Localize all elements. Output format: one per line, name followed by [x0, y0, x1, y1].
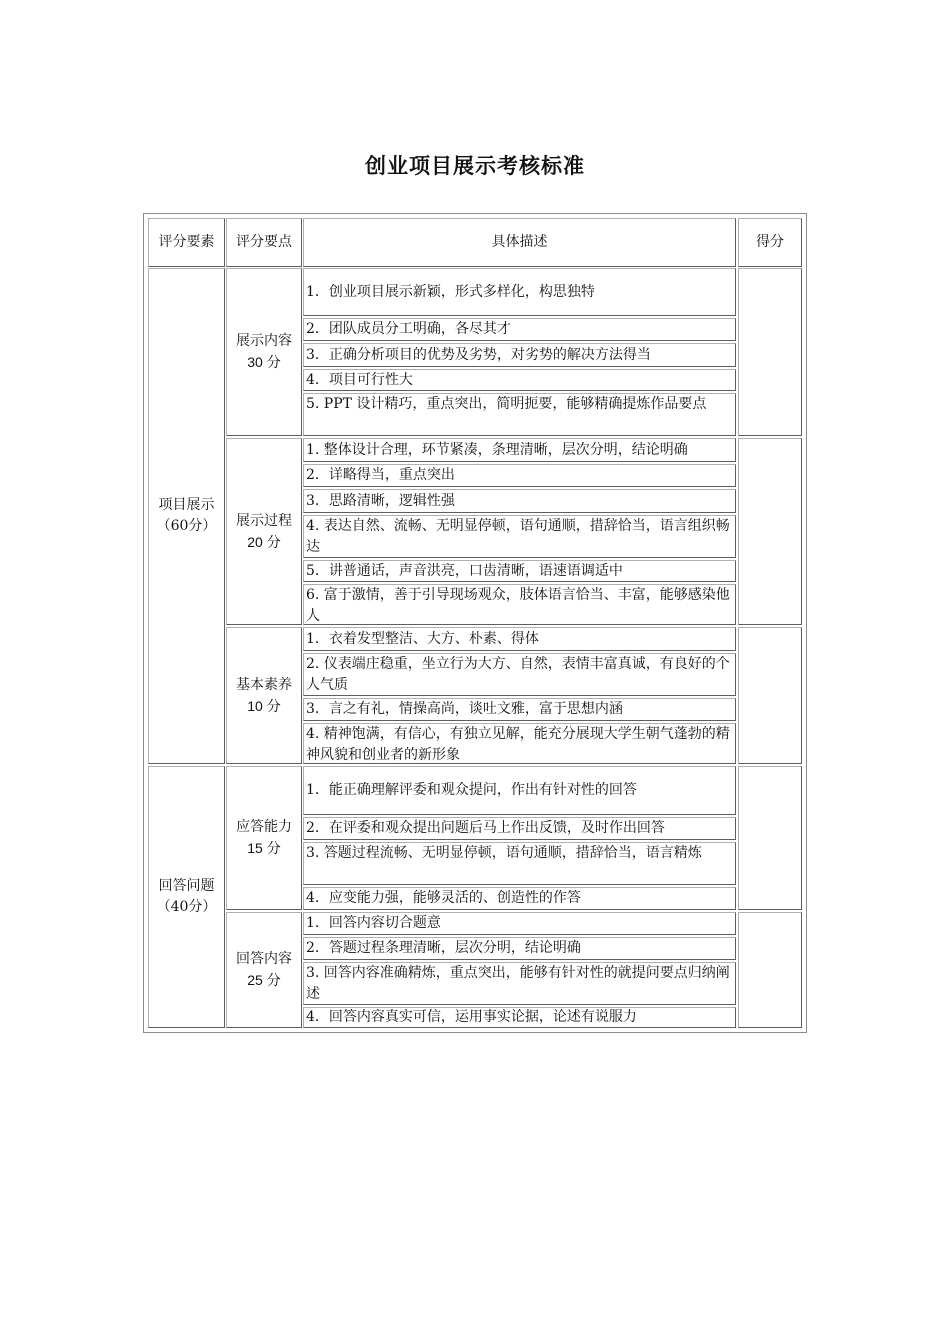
factor-points: （60分） [156, 518, 217, 534]
description-item: 2．团队成员分工明确，各尽其才 [303, 318, 736, 341]
description-item: 1．回答内容切合题意 [303, 912, 736, 935]
description-item: 3. 回答内容准确精炼，重点突出，能够有针对性的就提问要点归纳阐述 [303, 962, 736, 1005]
description-item: 1. 整体设计合理，环节紧凑，条理清晰，层次分明，结论明确 [303, 438, 736, 462]
description-item: 6. 富于激情，善于引导现场观众，肢体语言恰当、丰富，能够感染他人 [303, 584, 736, 625]
score-cell[interactable] [738, 268, 802, 436]
point-label: 展示过程 [236, 512, 292, 529]
point-cell-display-process [226, 438, 302, 625]
factor-label: 项目展示 [158, 497, 215, 513]
point-cell-response-ability [226, 766, 302, 910]
point-cell-basic-quality [226, 627, 302, 764]
point-label: 应答能力 [236, 819, 292, 835]
description-item: 1．能正确理解评委和观众提问，作出有针对性的回答 [303, 766, 736, 815]
factor-cell-answer-questions [148, 766, 225, 1028]
description-item: 3．言之有礼，情操高尚，谈吐文雅，富于思想内涵 [303, 698, 736, 721]
description-item: 1．创业项目展示新颖，形式多样化，构思独特 [303, 268, 736, 316]
header-point: 评分要点 [226, 218, 302, 267]
description-item: 4. 精神饱满，有信心，有独立见解，能充分展现大学生朝气蓬勃的精神风貌和创业者的新形象 [303, 723, 736, 764]
description-item: 3．思路清晰，逻辑性强 [303, 489, 736, 513]
factor-points: （40分） [156, 899, 217, 915]
scoring-table [143, 213, 807, 1033]
score-cell[interactable] [738, 912, 802, 1028]
point-label: 回答内容 [236, 951, 292, 967]
description-item: 4．应变能力强，能够灵活的、创造性的作答 [303, 887, 736, 910]
header-factor: 评分要素 [148, 218, 225, 267]
header-description: 具体描述 [303, 218, 736, 267]
point-cell-answer-content [226, 912, 302, 1028]
description-item: 2. 仪表端庄稳重，坐立行为大方、自然，表情丰富真诚，有良好的个人气质 [303, 653, 736, 696]
point-score: 20 分 [247, 533, 281, 550]
description-item: 5．讲普通话，声音洪亮，口齿清晰，语速语调适中 [303, 560, 736, 582]
header-score: 得分 [738, 218, 802, 267]
point-score: 10 分 [247, 697, 281, 714]
factor-label: 回答问题 [158, 878, 215, 894]
description-item: 3. 答题过程流畅、无明显停顿，语句通顺，措辞恰当，语言精炼 [303, 842, 736, 885]
description-item: 2．详略得当，重点突出 [303, 464, 736, 487]
description-item: 4．回答内容真实可信，运用事实论据，论述有说服力 [303, 1007, 736, 1028]
description-item: 4. 表达自然、流畅、无明显停顿，语句通顺，措辞恰当，语言组织畅达 [303, 515, 736, 558]
score-cell[interactable] [738, 438, 802, 625]
point-score: 25 分 [247, 972, 281, 988]
description-item: 2．在评委和观众提出问题后马上作出反馈，及时作出回答 [303, 817, 736, 840]
description-item: 3．正确分析项目的优势及劣势，对劣势的解决方法得当 [303, 343, 736, 367]
point-cell-display-content [226, 268, 302, 436]
description-item: 4．项目可行性大 [303, 369, 736, 391]
factor-cell-project-display [148, 268, 225, 764]
description-item: 1．衣着发型整洁、大方、朴素、得体 [303, 627, 736, 651]
description-item: 5. PPT 设计精巧，重点突出，简明扼要，能够精确提炼作品要点 [303, 393, 736, 436]
point-label: 基本素养 [236, 676, 292, 693]
point-label: 展示内容 [236, 333, 292, 349]
score-cell[interactable] [738, 627, 802, 764]
score-cell[interactable] [738, 766, 802, 910]
point-score: 15 分 [247, 840, 281, 856]
description-item: 2．答题过程条理清晰，层次分明，结论明确 [303, 937, 736, 960]
page-title: 创业项目展示考核标准 [365, 154, 585, 178]
point-score: 30 分 [247, 354, 281, 370]
